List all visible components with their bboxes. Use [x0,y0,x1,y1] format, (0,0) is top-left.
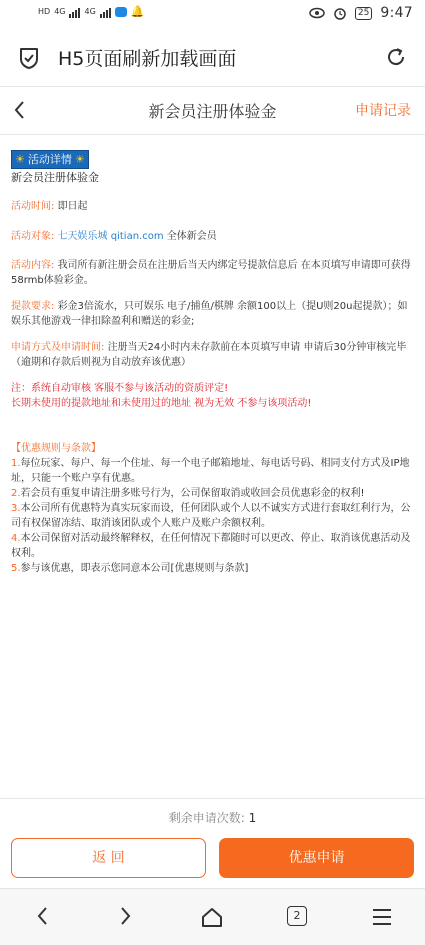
cloud-icon [115,7,127,17]
rule-item: 5.参与该优惠，即表示您同意本公司[优惠规则与条款] [11,563,249,574]
notes [11,381,414,411]
desc-label: 活动内容: [11,260,55,271]
apply-button[interactable]: 优惠申请 [219,838,414,878]
net2-label: 4G [84,7,96,16]
signal1-icon [69,6,80,18]
target-link[interactable]: 七天娱乐城 qitian.com [57,231,164,242]
rules-title: 【优惠规则与条款】 [11,443,101,454]
withdraw-label: 提款要求: [11,301,55,312]
rule-item: 4.本公司保留对活动最终解释权，在任何情况下都随时可以更改、停止、取消该优惠活动及权利。 [11,533,411,559]
rules-list [11,456,414,576]
desc-value: 我司所有新注册会员在注册后当天内绑定号提款信息后 在本页填写申请即可获得58rmb体验彩金。 [11,260,411,286]
signal-indicators [38,5,144,18]
rule-item: 3.本公司所有优惠特为真实玩家而设，任何团队或个人以不诚实方式进行套取红利行为，公司有权保留冻结、取消该团队或个人账户及账户余额权利。 [11,503,411,529]
status-right [309,5,413,21]
sun-icon: ☀ [74,153,85,166]
page-title: 新会员注册体验金 [148,102,277,121]
apply-method-row [11,340,414,370]
activity-badge [11,150,89,169]
remaining-count [0,809,425,826]
browser-page-title: H5页面刷新加载画面 [58,48,237,70]
apply-method-value: 注册当天24小时内未存款前在本页填写申请 申请后30分钟审核完毕（逾期和存款后则视为自动放弃该优惠） [11,342,407,368]
sim1-label: HD [38,7,51,16]
activity-subtitle: 新会员注册体验金 [11,171,99,184]
record-link[interactable]: 申请记录 [355,103,411,119]
withdraw-row [11,299,414,329]
net1-label: 4G [54,7,66,16]
withdraw-value: 彩金3倍流水，只可娱乐 电子/捕鱼/棋牌 余额100以上（提U则20u起提款）；如娱乐其他游戏一律扣除盈利和赠送的彩金; [11,301,408,327]
browser-title-bar [0,30,425,86]
target-value: 全体新会员 [166,231,217,242]
note-2: 长期未使用的提款地址和未使用过的地址 视为无效 不参与该项活动! [11,398,312,409]
reload-icon[interactable] [385,46,407,68]
shield-check-icon[interactable] [18,46,40,70]
target-label: 活动对象: [11,231,55,242]
back-button[interactable]: 返 回 [11,838,206,878]
menu-icon[interactable] [372,908,392,926]
time-label: 活动时间: [11,201,55,212]
signal2-icon [100,6,111,18]
remaining-value: 1 [248,811,257,825]
clock: 9:47 [380,5,413,21]
notification-icon: 🔔 [130,5,145,18]
badge-label: 活动详情 [27,153,72,166]
status-bar [0,0,425,30]
nav-forward-icon[interactable] [118,905,134,927]
desc-row [11,258,414,288]
browser-nav-bar [0,888,425,945]
tabs-icon[interactable]: 2 [287,906,307,926]
battery-indicator: 25 [355,7,372,20]
alarm-icon [333,6,347,20]
time-value: 即日起 [57,201,88,212]
remaining-label: 剩余申请次数: [168,811,245,825]
sun-icon: ☀ [15,153,25,166]
eye-icon [309,7,325,19]
home-icon[interactable] [200,905,224,929]
target-row [11,229,414,244]
rule-item: 1.每位玩家、每户、每一个住址、每一个电子邮箱地址、每电话号码、相同支付方式及IP地址，只能一个账户享有优惠。 [11,458,410,484]
apply-method-label: 申请方式及申请时间: [11,342,105,353]
nav-back-icon[interactable] [34,905,50,927]
rule-item: 2.若会员有重复申请注册多账号行为，公司保留取消或收回会员优惠彩金的权利! [11,488,365,499]
note-1: 注：系统自动审核 客服不参与该活动的资质评定! [11,383,229,394]
activity-content [11,150,414,576]
time-row [11,199,414,214]
apply-panel [0,798,425,888]
app-header [0,87,425,135]
